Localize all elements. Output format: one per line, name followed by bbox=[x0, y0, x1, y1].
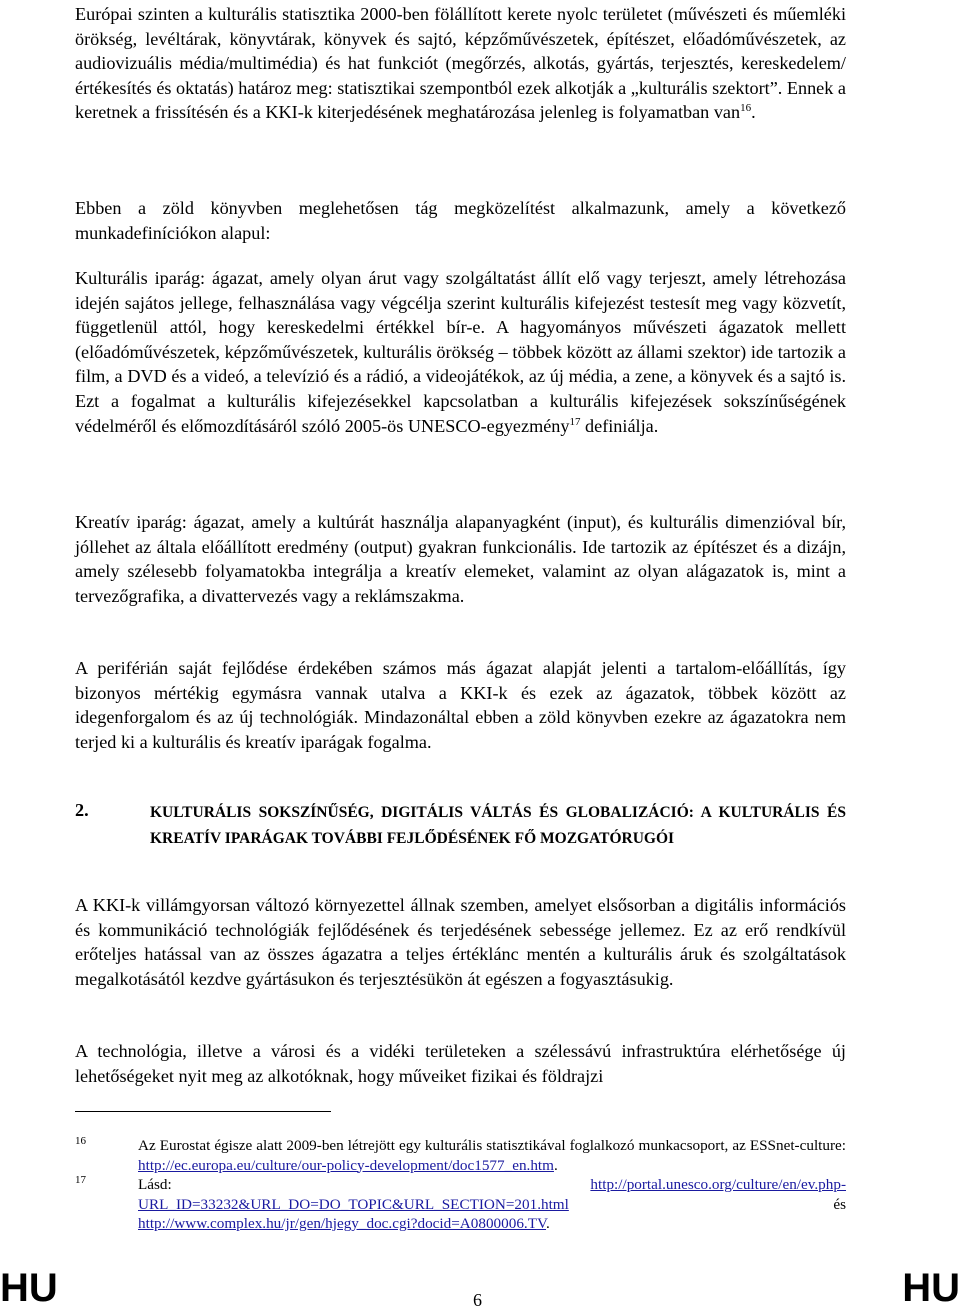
paragraph-technology: A technológia, illetve a városi és a vidéki területeken a szélessávú infrastruktúra elérhetősége új lehetőségeket nyit meg az alkotóknak, hogy műveiket fizikai és földrajzi bbox=[75, 1041, 846, 1086]
paragraph-green-paper-approach: Ebben a zöld könyvben meglehetősen tág megközelítést alkalmazunk, amely a következő munkadefiníciókon alapul: bbox=[75, 198, 846, 243]
footnote-17-link-unesco-cont[interactable]: URL_ID=33232&URL_DO=DO_TOPIC&URL_SECTION=201.html bbox=[138, 1195, 569, 1213]
footnote-17-mark: 17 bbox=[75, 1174, 86, 1186]
footnotes bbox=[75, 1136, 846, 1234]
footnote-17-link-complex[interactable]: http://www.complex.hu/jr/gen/hjegy_doc.cgi?docid=A0800006.TV bbox=[138, 1215, 547, 1232]
footnote-16-mark: 16 bbox=[75, 1135, 86, 1147]
paragraph-cultural-statistics: Európai szinten a kulturális statisztika 2000-ben fölállított kerete nyolc területet (művészeti és műemléki örökség, levéltárak, könyvtárak, könyvek és sajtó, képzőművészetek, építészet, előadóművészetek, az audiovizuális média/multimédia) és hat funkciót (megőrzés, alkotás, gyártás, terjesztés, kereskedelem/értékesítés és oktatás) határoz meg: statisztikai szempontból ezek alkotják a „kulturális szektort”. Ennek a keretnek a frissítésén és a KKI-k kiterjedésének meghatározása jelenleg is folyamatban van$^{16}$. bbox=[75, 4, 846, 123]
language-label-left: HU bbox=[0, 1266, 58, 1310]
footnote-17-link-unesco[interactable]: http://portal.unesco.org/culture/en/ev.php- bbox=[590, 1176, 846, 1193]
paragraph-creative-industry-definition: Kreatív iparág: ágazat, amely a kultúrát használja alapanyagként (input), és kulturális dimenzióval bír, jóllehet az általa előállított eredmény (output) gyakran funkcionális. Ide tartozik az építészet és a dizájn, amely szélesebb folyamatokba integrálja a kreatív elemeket, valamint az olyan alágazatok is, mint a tervezőgrafika, a divattervezés vagy a reklámszakma. bbox=[75, 512, 846, 606]
paragraph-rapid-change: A KKI-k villámgyorsan változó környezettel állnak szemben, amelyet elsősorban a digitális információs és kommunikáció technológiák fejlődésének és terjedésének sebessége jellemez. Ez az erő rendkívül erőteljes hatással van az összes ágazatra a teljes értéklánc mentén a kulturális áruk és szolgáltatások megalkotásától kezdve gyártásukon és terjesztésükön át egészen a fogyasztásukig. bbox=[75, 895, 846, 989]
footnote-16-link[interactable]: http://ec.europa.eu/culture/our-policy-development/doc1577_en.htm bbox=[138, 1156, 554, 1174]
footnote-ref-16[interactable]: 16 bbox=[740, 102, 752, 115]
footnote-16: 16 Az Eurostat égisze alatt 2009-ben létrejött egy kulturális statisztikával foglalkozó munkacsoport, az ESSnet-culture: http://ec.europa.eu/culture/our-policy-development/doc1577_en.htm. bbox=[75, 1136, 846, 1175]
paragraph-cultural-industry-definition: Kulturális iparág: ágazat, amely olyan árut vagy szolgáltatást állít elő vagy terjeszt, amely létrehozása idején sajátos jellege, felhasználása vagy végcélja szerint kulturális kifejezést testesít meg vagy közvetít, függetlenül attól, hogy kereskedelmi értékkel bír-e. A hagyományos művészeti ágazatok mellett (előadóművészetek, képzőművészetek, kulturális örökség – többek között az állami szektor) ide tartozik a film, a DVD és a videó, a televízió és a rádió, a videojátékok, az új média, a zene, a könyvek és a sajtó is. Ezt a fogalmat a kulturális kifejezésekkel kapcsolatban a kulturális kifejezések sokszínűségének védelméről és előmozdításáról szóló 2005-ös UNESCO-egyezmény$^{17}$ definiálja. bbox=[75, 268, 846, 436]
language-label-right: HU bbox=[902, 1266, 960, 1310]
page-number: 6 bbox=[473, 1290, 482, 1310]
footnote-17: 17 Lásd: http://portal.unesco.org/culture/en/ev.php- URL_ID=33232&URL_DO=DO_TOPIC&URL_SECTION=201.html és http://www.complex.hu/jr/gen/hjegy_doc.cgi?docid=A0800006.TV. bbox=[75, 1175, 846, 1234]
section-number: 2. bbox=[75, 800, 89, 820]
section-title: KULTURÁLIS SOKSZÍNŰSÉG, DIGITÁLIS VÁLTÁS ÉS GLOBALIZÁCIÓ: A KULTURÁLIS ÉS KREATÍV IPARÁGAK TOVÁBBI FEJLŐDÉSÉNEK FŐ MOZGATÓRUGÓI bbox=[150, 804, 846, 847]
footnote-ref-17[interactable]: 17 bbox=[569, 415, 581, 428]
section-heading bbox=[75, 800, 846, 852]
footnote-divider bbox=[75, 1111, 331, 1112]
paragraph-periphery: A periférián saját fejlődése érdekében számos más ágazat alapját jelenti a tartalom-előállítás, így bizonyos mértékig egymásra vannak utalva a KKI-k és ezek az ágazatok, többek között az idegenforgalom és az új technológiák. Mindazonáltal ebben a zöld könyvben ezekre az ágazatokra nem terjed ki a kulturális és kreatív iparágak fogalma. bbox=[75, 658, 846, 752]
